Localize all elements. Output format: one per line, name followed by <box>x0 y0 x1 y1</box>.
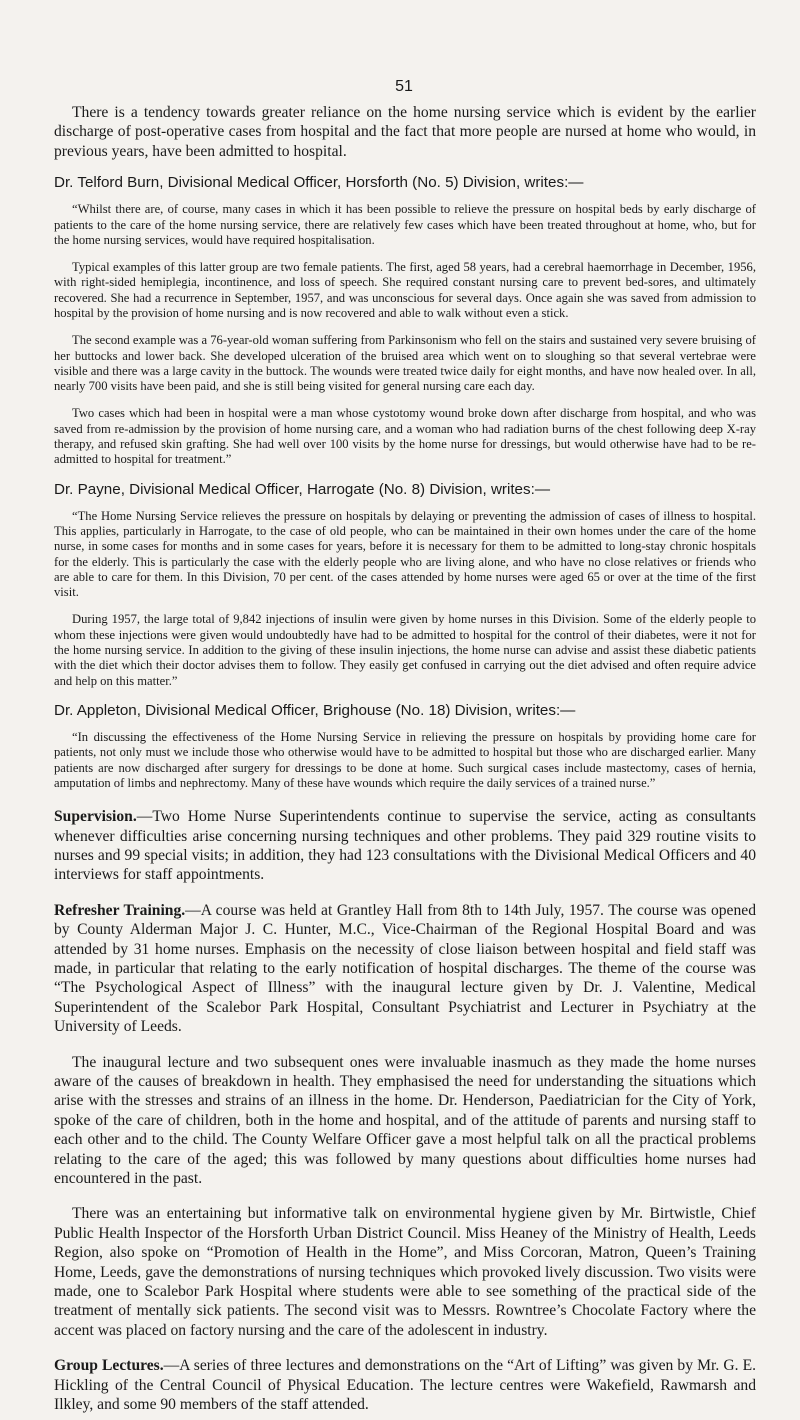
payne-paragraph-1: “The Home Nursing Service relieves the pressure on hospitals by delaying or preventing the admission of cases of illness to hospital. This applies, particularly in Harrogate, to the case of old people, who can be maintained in their own homes under the care of the home nurse, in some cases for months and in some cases for years, before it is necessary for them to be admitted to long-stay chronic hospitals for the elderly. This is particularly the case with the elderly people who are living alone, and who have no close relatives or friends who are able to care for them. In this Division, 70 per cent. of the cases attended by home nurses were aged 65 or over at the time of the first visit. <box>54 508 756 600</box>
intro-paragraph: There is a tendency towards greater reliance on the home nursing service which is evident by the earlier discharge of post-operative cases from hospital and the fact that more people are nursed at home who would, in previous years, have been admitted to hospital. <box>54 104 756 160</box>
telford-paragraph-3: The second example was a 76-year-old woman suffering from Parkinsonism who fell on the stairs and sustained very severe bruising of her buttocks and lower back. She developed ulceration of the bruised area which went on to sloughing so that several vertebrae were visible and there was a large cavity in the buttock. The wounds were treated twice daily for eight months, and have now healed over. In all, nearly 700 visits have been paid, and she is still being visited for general nursing care each day. <box>54 333 756 394</box>
refresher-text: —A course was held at Grantley Hall from 8th to 14th July, 1957. The course was opened by County Alderman Major J. C. Hunter, M.C., Vice-Chairman of the Regional Hospital Board and was attended by 31 home nurses. Emphasis on the necessity of close liaison between hospital and field staff was made, in particular that relating to the early notification of hospital discharges. The theme of the course was “The Psychological Aspect of Illness” with the inaugural lecture given by Dr. J. Valentine, Medical Superintendent of the Scalebor Park Hospital, Consultant Psychiatrist and Lecturer in Psychiatry at the University of Leeds. <box>54 901 756 1036</box>
telford-paragraph-1: “Whilst there are, of course, many cases in which it has been possible to relieve the pressure on hospital beds by early discharge of patients to the care of the home nursing service, there are relatively few cases which have been treated throughout at home, who, but for the home nursing services, would have required hospitalisation. <box>54 202 756 247</box>
appleton-heading: Dr. Appleton, Divisional Medical Officer, Brighouse (No. 18) Division, writes:— <box>54 701 576 719</box>
supervision-paragraph <box>54 807 756 885</box>
refresher-lead: Refresher Training. <box>54 901 186 919</box>
group-lectures-paragraph <box>54 1356 756 1414</box>
telford-paragraph-2: Typical examples of this latter group are two female patients. The first, aged 58 years, had a cerebral haemorrhage in December, 1956, with right-sided hemiplegia, incontinence, and loss of speech. She required constant nursing care to prevent bed-sores, and ultimately recovered. She had a recurrence in September, 1957, and was unconscious for several days. Once again she was saved from admission to hospital by the provision of home nursing and is now recovered and able to walk without even a stick. <box>54 260 756 320</box>
payne-paragraph-2: During 1957, the large total of 9,842 injections of insulin were given by home nurses in this Division. Some of the elderly people to whom these injections were given would undoubtedly have had to be admitted to hospital for the control of their diabetes, were it not for the home nursing service. In addition to the giving of these insulin injections, the home nurse can advise and assist these diabetic patients with the diet which their doctor advises them to follow. They easily get confused in carrying out the diet advised and often require advice and help on this matter.” <box>54 612 756 688</box>
telford-heading: Dr. Telford Burn, Divisional Medical Officer, Horsforth (No. 5) Division, writes:— <box>54 174 584 192</box>
refresher-paragraph <box>54 901 756 1037</box>
page-number: 51 <box>395 78 413 95</box>
inaugural-paragraph: The inaugural lecture and two subsequent ones were invaluable inasmuch as they made the home nurses aware of the causes of breakdown in health. They emphasised the need for understanding the situations which arise with the stresses and strains of an illness in the home. Dr. Henderson, Paediatrician for the City of York, spoke of the care of children, both in the home and hospital, and of the attitude of parents and nursing staff to each other and to the child. The County Welfare Officer gave a most helpful talk on all the practical problems relating to the care of the aged; this was followed by many questions about difficulties home nurses had encountered in the past. <box>54 1053 756 1188</box>
appleton-paragraph-1: “In discussing the effectiveness of the Home Nursing Service in relieving the pressure on hospitals by providing home care for patients, not only must we include those who otherwise would have to be admitted to hospital but those who are discharged earlier. Many patients are now discharged after surgery for dressings to be done at home. Such surgical cases include mastectomy, cases of hernia, amputation of limbs and nephrectomy. Many of these have wounds which require the daily services of a trained nurse.” <box>54 729 756 790</box>
group-lectures-text: —A series of three lectures and demonstrations on the “Art of Lifting” was given by Mr. G. E. Hickling of the Central Council of Physical Education. The lecture centres were Wakefield, Rawmarsh and Ilkley, and some 90 members of the staff attended. <box>54 1357 757 1414</box>
supervision-lead: Supervision. <box>54 808 137 826</box>
payne-heading: Dr. Payne, Divisional Medical Officer, Harrogate (No. 8) Division, writes:— <box>54 480 551 498</box>
group-lectures-lead: Group Lectures. <box>54 1357 164 1375</box>
supervision-text: —Two Home Nurse Superintendents continue to supervise the service, acting as consultants whenever difficulties arise concerning nursing techniques and other problems. They paid 329 routine visits to nurses and 99 special visits; in addition, they had 123 consultations with the Divisional Medical Officers and 40 interviews for staff appointments. <box>54 808 756 884</box>
entertaining-paragraph: There was an entertaining but informative talk on environmental hygiene given by Mr. Birtwistle, Chief Public Health Inspector of the Horsforth Urban District Council. Miss Heaney of the Ministry of Health, Leeds Region, also spoke on “Promotion of Health in the Home”, and Miss Corcoran, Matron, Queen’s Training Home, Leeds, gave the demonstrations of nursing techniques which provoked lively discussion. Two visits were made, one to Scalebor Park Hospital where students were able to see something of the practical side of the treatment of mentally sick patients. The second visit was to Messrs. Rowntree’s Chocolate Factory where the accent was placed on factory nursing and the care of the adolescent in industry. <box>54 1205 756 1339</box>
page-content <box>54 103 756 1415</box>
telford-paragraph-4: Two cases which had been in hospital were a man whose cystotomy wound broke down after discharge from hospital, and who was saved from re-admission by the provision of home nursing care, and a woman who had radiation burns of the chest following deep X-ray therapy, and refused skin grafting. She had well over 100 visits by the home nurse for dressings, but would otherwise have had to be re-admitted to hospital for treatment.” <box>54 406 756 467</box>
